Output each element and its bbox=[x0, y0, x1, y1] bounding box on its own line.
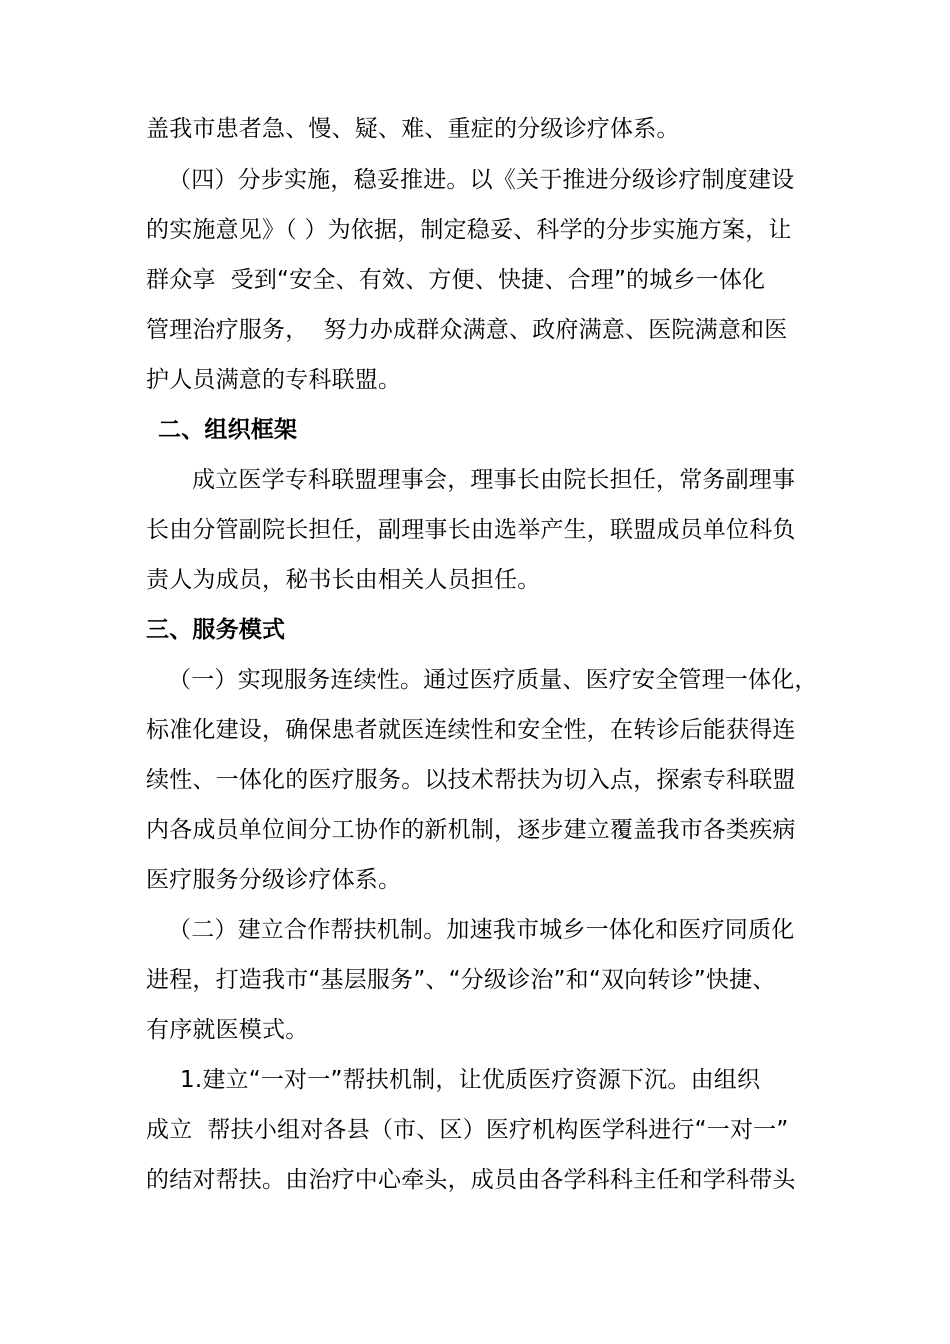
paragraph-line: 成立 帮扶小组对各县（市、区）医疗机构医学科进行“一对一” bbox=[146, 1117, 789, 1143]
paragraph-line: 长由分管副院长担任，副理事长由选举产生，联盟成员单位科负 bbox=[146, 517, 796, 543]
paragraph-line: 护人员满意的专科联盟。 bbox=[146, 367, 402, 393]
paragraph-line: 内各成员单位间分工协作的新机制，逐步建立覆盖我市各类疾病 bbox=[146, 817, 796, 843]
paragraph-line: 的结对帮扶。由治疗中心牵头，成员由各学科科主任和学科带头 bbox=[146, 1167, 796, 1193]
paragraph-line: （二）建立合作帮扶机制。加速我市城乡一体化和医疗同质化 bbox=[168, 917, 795, 943]
paragraph-line: 责人为成员，秘书长由相关人员担任。 bbox=[146, 567, 541, 593]
paragraph-line: （一）实现服务连续性。通过医疗质量、医疗安全管理一体化， bbox=[168, 667, 818, 693]
paragraph-line: 1.建立“一对一”帮扶机制，让优质医疗资源下沉。由组织 bbox=[180, 1067, 761, 1093]
paragraph-line: 群众享 受到“安全、有效、方便、快捷、合理”的城乡一体化 bbox=[146, 267, 766, 293]
section-heading: 三、服务模式 bbox=[146, 617, 286, 643]
paragraph-line: 管理治疗服务， 努力办成群众满意、政府满意、医院满意和医 bbox=[146, 317, 788, 343]
paragraph-line: 盖我市患者急、慢、疑、难、重症的分级诊疗体系。 bbox=[146, 116, 680, 142]
paragraph-line: 成立医学专科联盟理事会，理事长由院长担任，常务副理事 bbox=[192, 467, 796, 493]
paragraph-line: 标准化建设，确保患者就医连续性和安全性，在转诊后能获得连 bbox=[146, 717, 796, 743]
paragraph-line: 进程，打造我市“基层服务”、“分级诊治”和“双向转诊”快捷、 bbox=[146, 967, 776, 993]
paragraph-line: （四）分步实施，稳妥推进。以《关于推进分级诊疗制度建设 bbox=[168, 167, 795, 193]
paragraph-line: 续性、一体化的医疗服务。以技术帮扶为切入点，探索专科联盟 bbox=[146, 767, 796, 793]
paragraph-line: 的实施意见》（ ）为依据，制定稳妥、科学的分步实施方案，让 bbox=[146, 217, 792, 243]
paragraph-line: 医疗服务分级诊疗体系。 bbox=[146, 867, 402, 893]
section-heading: 二、组织框架 bbox=[158, 417, 298, 443]
paragraph-line: 有序就医模式。 bbox=[146, 1017, 309, 1043]
